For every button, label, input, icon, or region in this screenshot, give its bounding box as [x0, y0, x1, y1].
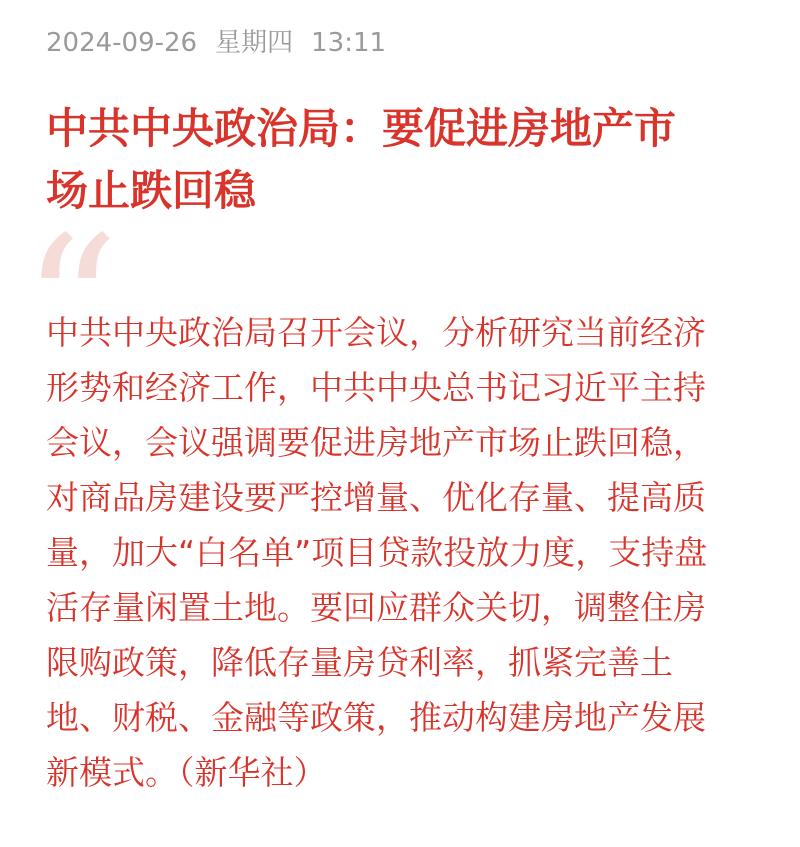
body-line-7: 限购政策，降低存量房贷利率，抓紧完善土 — [46, 643, 673, 682]
open-quote-icon: “ — [22, 196, 120, 417]
body-line-9: 新模式。（新华社） — [46, 753, 327, 792]
body-line-2: 形势和经济工作，中共中央总书记习近平主持 — [46, 368, 706, 407]
body-line-1: 中共中央政治局召开会议，分析研究当前经济 — [46, 313, 706, 352]
article-body — [46, 305, 776, 800]
headline-line-2: 场止跌回稳 — [46, 166, 257, 215]
post-time: 13:11 — [311, 28, 387, 58]
headline-line-1: 中共中央政治局：要促进房地产市 — [46, 104, 677, 153]
body-line-6: 活存量闲置土地。要回应群众关切，调整住房 — [46, 588, 706, 627]
body-line-4: 对商品房建设要严控增量、优化存量、提高质 — [46, 478, 706, 517]
post-date: 2024-09-26 — [46, 28, 198, 58]
headline — [46, 98, 766, 222]
post-weekday: 星期四 — [215, 28, 294, 58]
body-line-5: 量，加大“白名单”项目贷款投放力度，支持盘 — [46, 533, 708, 572]
body-line-8: 地、财税、金融等政策，推动构建房地产发展 — [46, 698, 706, 737]
body-line-3: 会议，会议强调要促进房地产市场止跌回稳， — [46, 423, 706, 462]
post-meta — [46, 26, 404, 60]
